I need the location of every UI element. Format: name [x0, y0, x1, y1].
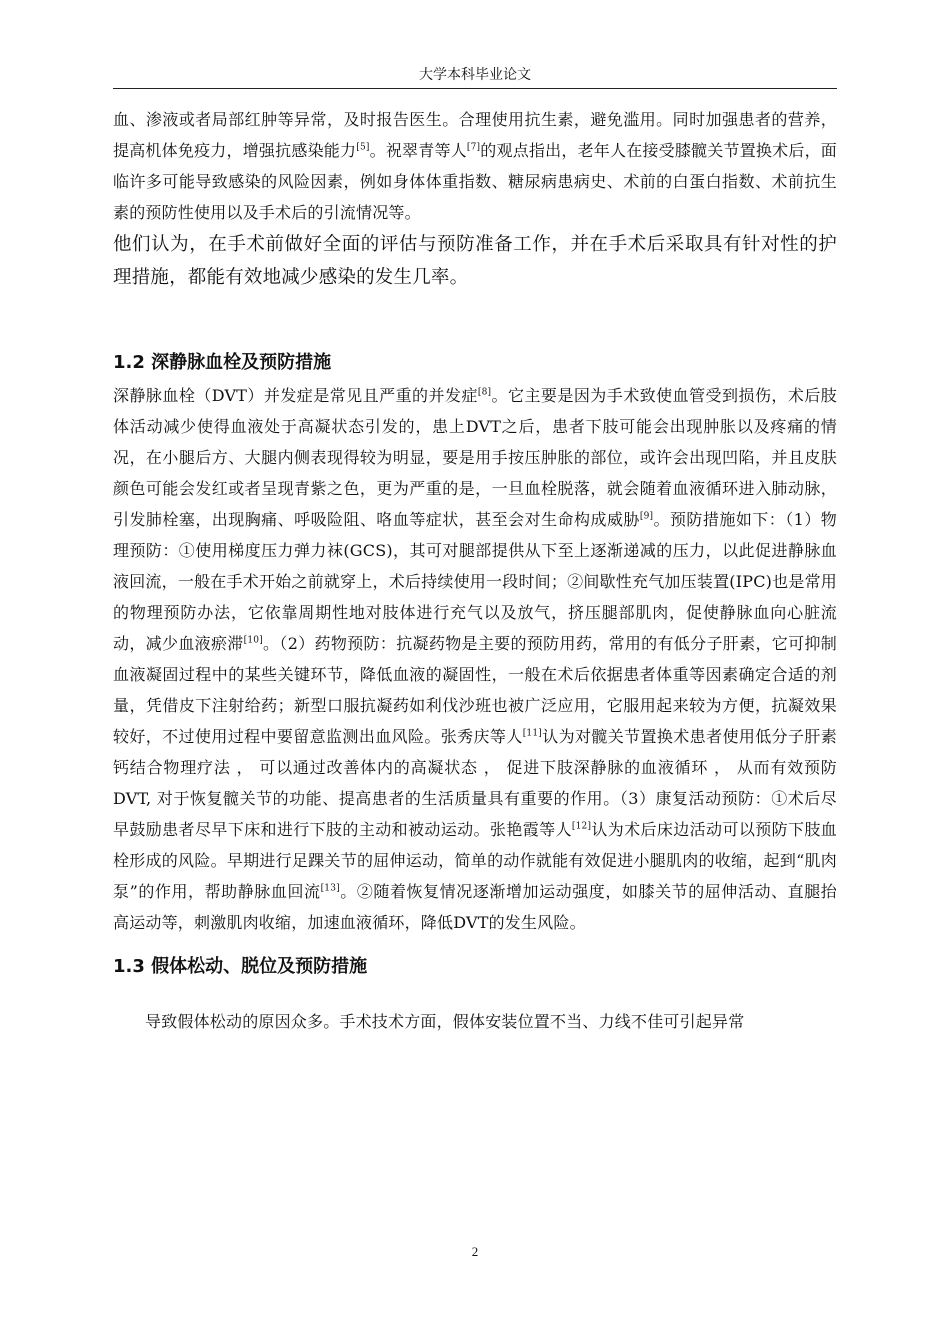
- page-header: 大学本科毕业论文: [419, 67, 531, 83]
- citation-ref: [11]: [522, 728, 542, 739]
- text-run: 认为术后床边活动可以预防下肢血栓形成的风险。早期进行足踝关节的屈伸运动，简单的动作就能有效促进小腿肌肉的收缩，起到“肌肉泵”的作用，帮助静脉血回流: [113, 820, 837, 901]
- section-heading-1-2: 1.2 深静脉血栓及预防措施: [113, 352, 332, 373]
- section-heading-1-3: 1.3 假体松动、脱位及预防措施: [113, 956, 368, 977]
- text-run: 。②随着恢复情况逐渐增加运动强度，如膝关节的屈伸活动、直腿抬高运动等，刺激肌肉收缩，加速血液循环，降低DVT的发生风险。: [113, 882, 837, 932]
- paragraph-dvt: [113, 380, 837, 938]
- paragraph-loosening-first-line: 导致假体松动的原因众多。手术技术方面，假体安装位置不当、力线不佳可引起异常: [145, 1012, 745, 1031]
- text-run: 。预防措施如下：（1）物理预防：①使用梯度压力弹力袜(GCS)，其可对腿部提供从下至上逐渐递减的压力，以此促进静脉血液回流，一般在手术开始之前就穿上，术后持续使用一段时间；②间歇性充气加压装置(IPC)也是常用的物理预防办法，它依靠周期性地对肢体进行充气以及放气，挤压腿部肌肉，促使静脉血向心脏流动，减少血液瘀滞: [113, 510, 837, 653]
- citation-ref: [8]: [477, 387, 492, 398]
- text-run: 。祝翠青等人: [369, 141, 467, 160]
- text-run: 他们认为，在手术前做好全面的评估与预防准备工作，并在手术后采取具有针对性的护理措施，都能有效地减少感染的发生几率。: [113, 234, 837, 288]
- citation-ref: [12]: [571, 821, 592, 832]
- text-run: 认为对髋关节置换术患者使用低分子肝素钙结合物理疗法 ， 可以通过改善体内的高凝状态 ， 促进下肢深静脉的血液循环 ， 从而有效预防 DVT, 对于恢复髋关节的功能、提高患者的生活质量具有重要的作用。（3）康复活动预防：①术后尽早鼓励患者尽早下床和进行下肢的主动和被动运动。张艳霞等人: [113, 727, 837, 839]
- citation-ref: [9]: [639, 511, 654, 522]
- page-content: [113, 104, 837, 1037]
- citation-ref: [10]: [243, 635, 263, 646]
- text-run: 深静脉血栓（DVT）并发症是常见且严重的并发症: [113, 386, 478, 405]
- paragraph-infection-end: [113, 104, 837, 228]
- citation-ref: [5]: [356, 142, 370, 153]
- page-number: 2: [471, 1244, 479, 1259]
- text-run: 的观点指出，老年人在接受膝髋关节置换术后，面临许多可能导致感染的风险因素，例如身体体重指数、糖尿病患病史、术前的白蛋白指数、术前抗生素的预防性使用以及手术后的引流情况等。: [113, 141, 837, 222]
- text-run: 。它主要是因为手术致使血管受到损伤，术后肢体活动减少使得血液处于高凝状态引发的，患上DVT之后，患者下肢可能会出现肿胀以及疼痛的情况，在小腿后方、大腿内侧表现得较为明显，要是用手按压肿胀的部位，或许会出现凹陷，并且皮肤颜色可能会发红或者呈现青紫之色，更为严重的是，一旦血栓脱落，就会随着血液循环进入肺动脉，引发肺栓塞，出现胸痛、呼吸险阻、咯血等症状，甚至会对生命构成威胁: [113, 386, 837, 529]
- text-run: 血、渗液或者局部红肿等异常，及时报告医生。合理使用抗生素，避免滥用。同时加强患者的营养，提高机体免疫力，增强抗感染能力: [113, 110, 837, 160]
- citation-ref: [13]: [320, 883, 340, 894]
- paragraph-infection-conclusion: [113, 228, 837, 294]
- citation-ref: [7]: [466, 142, 481, 153]
- text-run: 。（2）药物预防：抗凝药物是主要的预防用药，常用的有低分子肝素，它可抑制血液凝固过程中的某些关键环节，降低血液的凝固性，一般在术后依据患者体重等因素确定合适的剂量，凭借皮下注射给药；新型口服抗凝药如利伐沙班也被广泛应用，它服用起来较为方便，抗凝效果较好，不过使用过程中要留意监测出血风险。张秀庆等人: [113, 634, 837, 746]
- header-rule: [113, 88, 837, 89]
